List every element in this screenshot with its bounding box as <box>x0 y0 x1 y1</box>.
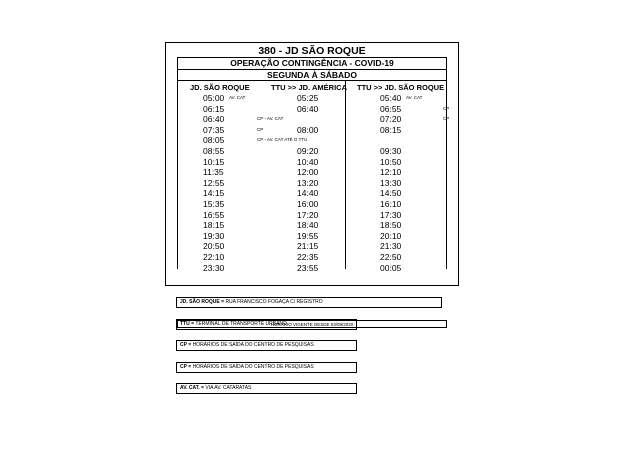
time-jd-sao-roque: 08:05 <box>203 135 225 146</box>
time-jd-sao-roque: 15:35 <box>203 199 225 209</box>
time-ttu-jd-america: 16:00 <box>297 199 319 209</box>
header-jd-sao-roque: JD. SÃO ROQUE <box>190 83 250 92</box>
page-title: 380 - JD SÃO ROQUE <box>258 45 366 57</box>
time-jd-sao-roque: 06:40 <box>203 114 225 125</box>
legend-jd-sao-roque <box>176 297 442 308</box>
time-ttu-jd-america: 12:00 <box>297 167 319 178</box>
time-ttu-jd-america: 21:15 <box>297 241 319 252</box>
note-ttu-jd-sao-roque: CP <box>443 116 450 122</box>
column-divider <box>345 81 346 269</box>
legend-text: RUA FRANCISCO FOGAÇA C/ REGISTRO <box>225 299 323 305</box>
time-jd-sao-roque: 14:15 <box>203 188 225 199</box>
time-ttu-jd-sao-roque: 00:05 <box>380 262 402 273</box>
time-jd-sao-roque: 23:30 <box>203 262 225 273</box>
legend-av-cat <box>176 383 357 394</box>
legend-key: TTU = <box>180 321 195 327</box>
time-ttu-jd-sao-roque: 18:50 <box>380 220 402 231</box>
time-ttu-jd-america: 22:35 <box>297 252 319 262</box>
time-ttu-jd-sao-roque: 16:10 <box>380 199 402 209</box>
time-ttu-jd-sao-roque: 12:10 <box>380 167 402 178</box>
legend-key: CP = <box>180 342 192 348</box>
time-ttu-jd-america: 18:40 <box>297 220 319 231</box>
legend-ttu <box>176 319 357 330</box>
time-ttu-jd-america: 17:20 <box>297 209 319 220</box>
time-jd-sao-roque: 19:30 <box>203 230 225 241</box>
legend-key: AV. CAT. = <box>180 385 204 391</box>
header-ttu-jd-america: TTU >> JD. AMÉRICA <box>271 83 347 92</box>
note-jd-sao-roque: AV. CAT <box>229 95 246 100</box>
time-ttu-jd-america: 14:40 <box>297 188 319 199</box>
time-ttu-jd-sao-roque: 05:40 <box>380 93 402 103</box>
time-ttu-jd-america: 19:55 <box>297 230 319 241</box>
time-ttu-jd-sao-roque: 21:30 <box>380 241 402 252</box>
time-ttu-jd-sao-roque: 20:10 <box>380 230 402 241</box>
time-jd-sao-roque: 05:00 <box>203 93 225 103</box>
time-ttu-jd-america: 23:55 <box>297 262 319 273</box>
header-ttu-jd-sao-roque: TTU >> JD. SÃO ROQUE <box>357 83 445 92</box>
legend-text: HORÁRIOS DE SAÍDA DO CENTRO DE PESQUISAS <box>192 364 314 370</box>
time-ttu-jd-sao-roque: 14:50 <box>380 188 402 199</box>
subtitle-days: SEGUNDA À SÁBADO <box>177 70 447 81</box>
time-ttu-jd-sao-roque: 17:30 <box>380 209 402 220</box>
time-ttu-jd-america: 06:40 <box>297 103 319 114</box>
note-ttu-jd-sao-roque: AV. CAT <box>406 95 423 100</box>
time-jd-sao-roque: 22:10 <box>203 252 225 262</box>
time-jd-sao-roque: 07:35 <box>203 124 225 135</box>
time-ttu-jd-sao-roque: 07:20 <box>380 114 402 125</box>
time-jd-sao-roque: 06:15 <box>203 103 225 114</box>
time-jd-sao-roque: 16:55 <box>203 209 225 220</box>
valid-since-footer: HORÁRIO VIGENTE DESDE 03/09/2020 <box>177 320 447 328</box>
legend-key: CP = <box>180 364 192 370</box>
time-ttu-jd-america: 10:40 <box>297 156 319 167</box>
time-jd-sao-roque: 08:55 <box>203 146 225 156</box>
legend-key: JD. SÃO ROQUE = <box>180 299 225 305</box>
subtitle-operation: OPERAÇÃO CONTINGÊNCIA - COVID-19 <box>177 57 447 70</box>
timetable-columns <box>177 81 450 281</box>
time-ttu-jd-sao-roque: 06:55 <box>380 103 402 114</box>
column-divider <box>177 81 178 269</box>
legend-text: TERMINAL DE TRANSPORTE URBANO <box>195 321 287 327</box>
note-jd-sao-roque: CP <box>257 126 264 132</box>
legend-cp-2 <box>176 362 357 373</box>
note-ttu-jd-sao-roque: CP <box>443 105 450 111</box>
legend-cp <box>176 340 357 351</box>
time-ttu-jd-sao-roque: 09:30 <box>380 146 402 156</box>
note-jd-sao-roque: CP - AV. CAT <box>257 116 284 122</box>
time-jd-sao-roque: 11:35 <box>203 167 224 178</box>
time-ttu-jd-sao-roque: 22:50 <box>380 252 402 262</box>
time-jd-sao-roque: 10:15 <box>203 156 225 167</box>
legend-text: VIA AV. CATARATAS <box>205 385 252 391</box>
time-ttu-jd-sao-roque: 13:30 <box>380 177 402 188</box>
time-ttu-jd-sao-roque: 08:15 <box>380 124 402 135</box>
time-jd-sao-roque: 18:15 <box>203 220 225 231</box>
time-jd-sao-roque: 12:55 <box>203 177 225 188</box>
time-ttu-jd-america: 08:00 <box>297 124 319 135</box>
time-ttu-jd-sao-roque: 10:50 <box>380 156 402 167</box>
note-jd-sao-roque: CP - AV. CAT ATÉ O TTU <box>257 137 308 143</box>
time-jd-sao-roque: 20:50 <box>203 241 225 252</box>
time-ttu-jd-america: 09:20 <box>297 146 319 156</box>
time-ttu-jd-america: 13:20 <box>297 177 319 188</box>
time-ttu-jd-america: 05:25 <box>297 93 319 103</box>
legend-text: HORÁRIOS DE SAÍDA DO CENTRO DE PESQUISAS <box>192 342 314 348</box>
